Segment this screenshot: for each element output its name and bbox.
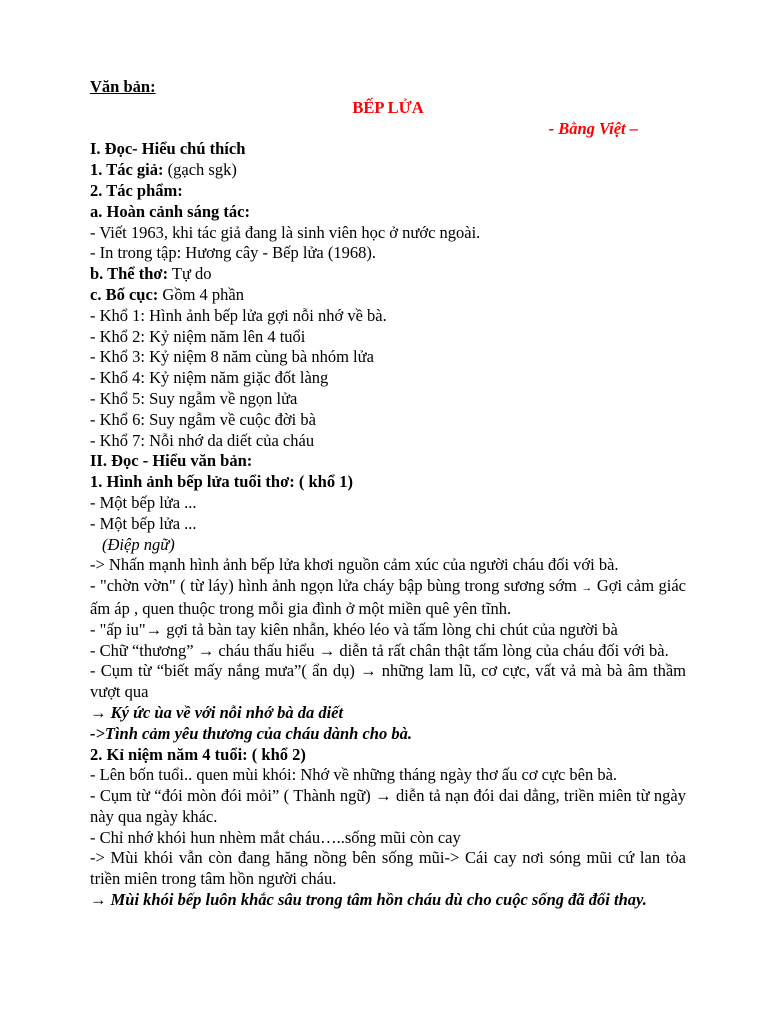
p2-line-1: - Lên bốn tuổi.. quen mùi khói: Nhớ về những tháng ngày thơ ấu cơ cực bên bà. <box>90 765 618 785</box>
p2-conclusion <box>90 890 686 911</box>
chu-thuong-text-a: - Chữ “thương” <box>90 640 198 660</box>
tac-gia-label: 1. Tác giả: <box>90 160 164 180</box>
ap-iu-text-a: - "ấp iu" <box>90 619 146 639</box>
hoan-canh-line-1: - Viết 1963, khi tác giả đang là sinh viên học ở nước ngoài. <box>90 222 481 242</box>
header-label: Văn bản: <box>90 77 156 96</box>
p2-line-2-text-a: - Cụm từ “đói mòn đói mỏi” ( Thành ngữ) <box>90 786 376 806</box>
p2-line-3: - Chỉ nhớ khói hun nhèm mắt cháu…..sống mũi còn cay <box>90 827 461 847</box>
tac-gia-value: (gạch sgk) <box>163 160 237 180</box>
kho-item: - Khổ 2: Kỷ niệm năm lên 4 tuổi <box>90 326 306 346</box>
cum-tu-text-b: những lam lũ, cơ cực, vất vả mà bà âm thầm vượt qua <box>90 661 686 702</box>
right-arrow-icon: → <box>581 582 593 595</box>
chu-thuong-text-b: cháu thấu hiểu <box>214 640 319 660</box>
chon-von-text-b: Gợi cảm giác ấm áp , quen thuộc trong mỗi gia đình ở một miền quê yên tĩnh. <box>90 576 686 618</box>
ky-uc-text: Ký ức ùa về với nỗi nhớ bà da diết <box>106 702 344 722</box>
the-tho-label: b. Thể thơ: <box>90 264 169 284</box>
bep-lua-line-1: - Một bếp lửa ... <box>90 492 197 512</box>
ky-uc-conclusion <box>90 703 686 724</box>
right-arrow-icon: → <box>375 786 392 806</box>
tac-pham-heading: 2. Tác phẩm: <box>90 180 183 200</box>
right-arrow-icon: → <box>360 661 377 681</box>
part-2-heading: 2. Kỉ niệm năm 4 tuổi: ( khổ 2) <box>90 744 306 764</box>
p2-line-2 <box>90 786 686 828</box>
p2-line-4: -> Mùi khói vẫn còn đang hăng nồng bên sống mũi-> Cái cay nơi sóng mũi cứ lan tỏa triền miên trong tâm hồn người cháu. <box>90 848 686 889</box>
section-2-heading: II. Đọc - Hiểu văn bản: <box>90 451 253 471</box>
ap-iu-text-b: gợi tả bàn tay kiên nhẫn, khéo léo và tấm lòng chi chút của người bà <box>162 619 618 639</box>
chon-von-text-a: - "chờn vờn" ( từ láy) hình ảnh ngọn lửa cháy bập bùng trong sương sớm <box>90 576 582 596</box>
tinh-cam-conclusion: ->Tình cảm yêu thương của cháu dành cho bà. <box>90 723 412 743</box>
right-arrow-icon: → <box>90 890 107 910</box>
bo-cuc-label: c. Bố cục: <box>90 284 159 304</box>
kho-item: - Khổ 6: Suy ngẫm về cuộc đời bà <box>90 409 316 429</box>
hoan-canh-heading: a. Hoàn cảnh sáng tác: <box>90 201 250 221</box>
bo-cuc-line <box>90 285 686 306</box>
kho-item: - Khổ 7: Nỗi nhớ da diết của cháu <box>90 430 315 450</box>
tac-gia-line <box>90 160 686 181</box>
the-tho-value: Tự do <box>168 264 212 284</box>
p2-conclusion-text: Mùi khói bếp luôn khắc sâu trong tâm hồn cháu dù cho cuộc sống đã đổi thay. <box>106 890 647 910</box>
kho-item: - Khổ 1: Hình ảnh bếp lửa gợi nỗi nhớ về bà. <box>90 305 387 325</box>
diep-ngu-note: (Điệp ngữ) <box>102 534 175 554</box>
chon-von-paragraph <box>90 576 686 620</box>
right-arrow-icon: → <box>197 640 215 660</box>
document-page <box>90 77 686 911</box>
chu-thuong-text-c: diễn tả rất chân thật tấm lòng của cháu đối với bà. <box>335 640 669 660</box>
kho-item: - Khổ 3: Kỷ niệm 8 năm cùng bà nhóm lửa <box>90 347 374 367</box>
the-tho-line <box>90 264 686 285</box>
kho-item: - Khổ 5: Suy ngẫm về ngọn lửa <box>90 388 298 408</box>
p2-line-2-text-b: diễn tả nạn đói dai dẳng, triền miên từ ngày này qua ngày khác. <box>90 786 686 826</box>
right-arrow-icon: → <box>318 640 336 660</box>
document-title: BẾP LỬA <box>352 97 424 117</box>
cum-tu-text-a: - Cụm từ “biết mấy nắng mưa”( ẩn dụ) <box>90 661 361 681</box>
right-arrow-icon: → <box>90 702 107 722</box>
ap-iu-line <box>90 620 686 641</box>
bo-cuc-value: Gồm 4 phần <box>158 284 244 304</box>
nhan-manh-line: -> Nhấn mạnh hình ảnh bếp lửa khơi nguồn cảm xúc của người cháu đối với bà. <box>90 555 619 575</box>
section-1-heading: I. Đọc- Hiểu chú thích <box>90 139 246 159</box>
author-line: - Bằng Việt – <box>548 118 638 138</box>
cum-tu-paragraph <box>90 661 686 703</box>
bep-lua-line-2: - Một bếp lửa ... <box>90 513 197 533</box>
right-arrow-icon: → <box>145 619 163 639</box>
part-1-heading: 1. Hình ảnh bếp lửa tuổi thơ: ( khổ 1) <box>90 472 353 492</box>
chu-thuong-paragraph <box>90 641 686 662</box>
hoan-canh-line-2: - In trong tập: Hương cây - Bếp lửa (1968). <box>90 243 376 263</box>
kho-item: - Khổ 4: Kỷ niệm năm giặc đốt làng <box>90 368 329 388</box>
